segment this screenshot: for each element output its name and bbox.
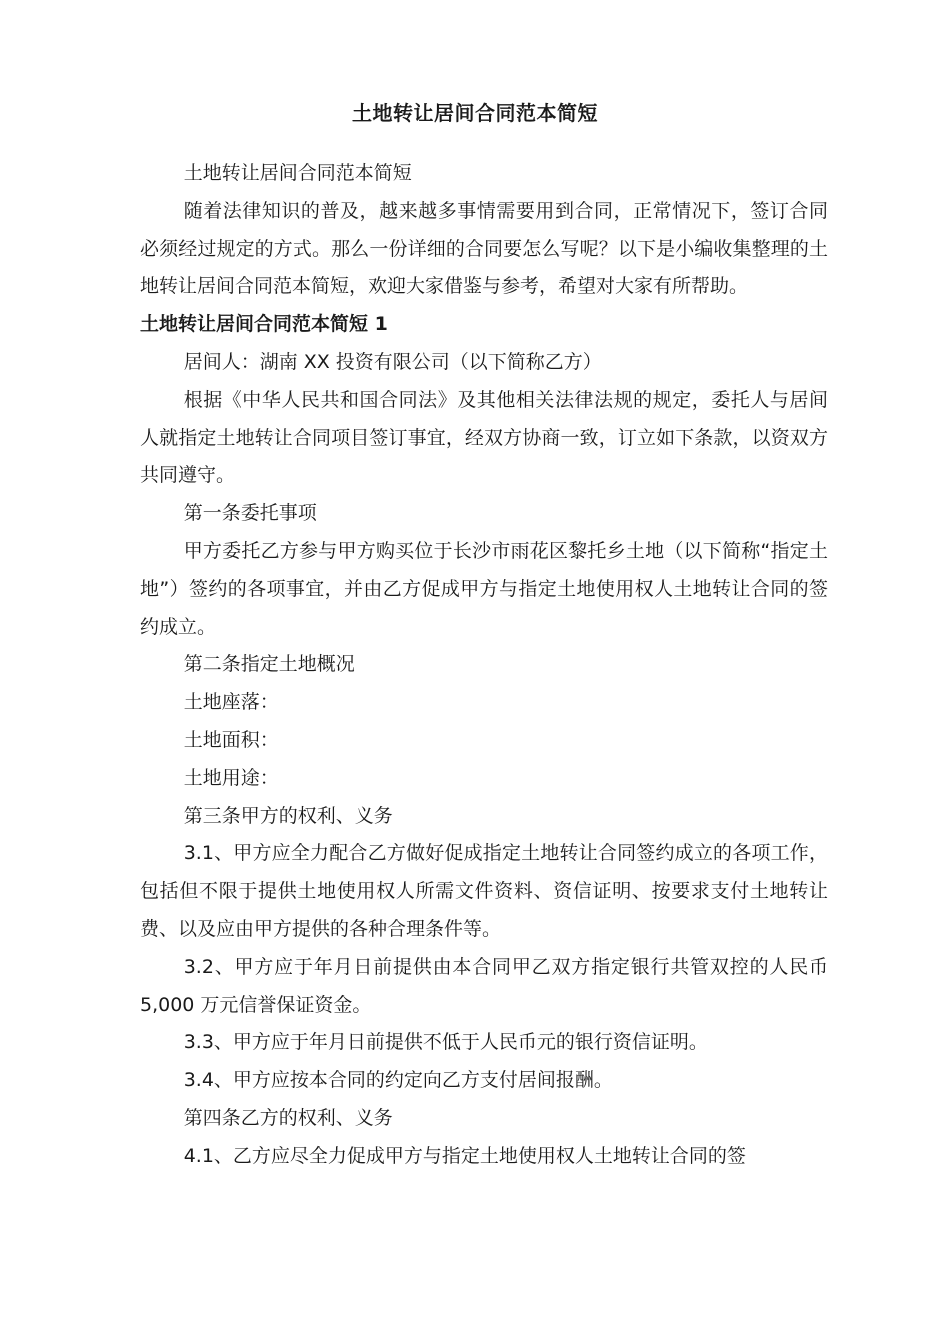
clause-title: 第二条指定土地概况 [183,653,355,676]
clause-title: 第三条甲方的权利、义务 [183,804,393,827]
paragraph: 3.4、甲方应按本合同的约定向乙方支付居间报酬。 [183,1069,613,1092]
document-body [140,155,828,1176]
paragraph: 甲方委托乙方参与甲方购买位于长沙市雨花区黎托乡土地（以下简称“指定土地”）签约的各项事宜，并由乙方促成甲方与指定土地使用权人土地转让合同的签约成立。 [140,539,828,638]
section-heading: 土地转让居间合同范本简短 1 [140,313,388,336]
paragraph: 土地转让居间合同范本简短 [183,162,412,184]
clause-title: 第一条委托事项 [183,502,317,525]
field-line: 土地面积： [183,728,279,751]
paragraph: 3.3、甲方应于年月日前提供不低于人民币元的银行资信证明。 [183,1031,708,1054]
paragraph: 3.1、甲方应全力配合乙方做好促成指定土地转让合同签约成立的各项工作，包括但不限于提供土地使用权人所需文件资料、资信证明、按要求支付土地转让费、以及应由甲方提供的各种合理条件等。 [140,842,828,940]
clause-title: 第四条乙方的权利、义务 [183,1106,393,1129]
field-line: 土地座落： [183,691,279,714]
paragraph: 居间人：湖南 XX 投资有限公司（以下简称乙方） [183,350,602,373]
paragraph: 根据《中华人民共和国合同法》及其他相关法律法规的规定，委托人与居间人就指定土地转让合同项目签订事宜，经双方协商一致，订立如下条款，以资双方共同遵守。 [140,388,828,487]
field-line: 土地用途： [183,766,279,789]
document-title: 土地转让居间合同范本简短 [352,101,598,125]
paragraph: 4.1、乙方应尽全力促成甲方与指定土地使用权人土地转让合同的签 [183,1144,746,1167]
paragraph: 随着法律知识的普及，越来越多事情需要用到合同，正常情况下，签订合同必须经过规定的方式。那么一份详细的合同要怎么写呢？以下是小编收集整理的土地转让居间合同范本简短，欢迎大家借鉴与参考，希望对大家有所帮助。 [140,199,828,298]
paragraph: 3.2、甲方应于年月日前提供由本合同甲乙双方指定银行共管双控的人民币 5,000 万元信誉保证资金。 [140,955,828,1016]
